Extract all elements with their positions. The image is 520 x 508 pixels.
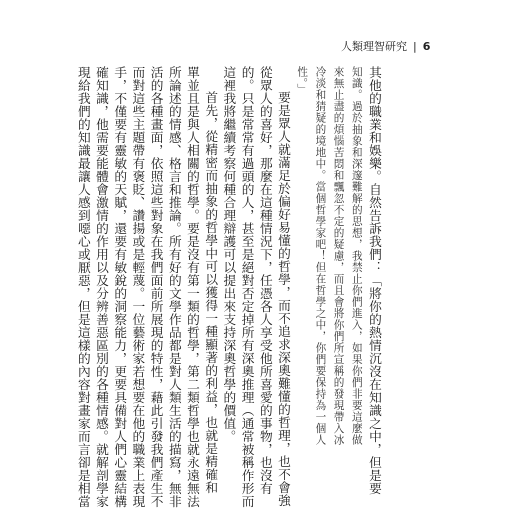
text-column: 活的各種畫面，依照這些對象在我們面前所展現的特性，藉此引發我們產生不: [148, 66, 164, 508]
text-column: 冷淡和猜疑的境地中。當個哲學家吧！但在哲學之中，你們要保持為一個人: [314, 66, 327, 446]
text-column: 來無止盡的煩惱苦悶和飄忽不定的疑慮，而且會將你們所宣稱的發現帶入冰: [332, 66, 345, 446]
text-column: 性。」: [296, 66, 309, 96]
page-number: 6: [422, 39, 431, 53]
text-column: 單並且是與人相關的哲學。要是沒有第一類的哲學，第二類哲學也就永遠無法: [185, 66, 200, 508]
text-column: 首先，從精密而抽象的哲學中可以獲得一種顯著的利益，也就是精確和: [203, 91, 219, 494]
running-title: 人類理智研究: [341, 40, 407, 53]
text-column: 確知識，他需要能體會激情的作用以及分辨善惡區別的各種情感。就解剖學家: [94, 66, 109, 508]
text-column: 這裡我將繼續考察何種合理辯護可以提出來支持深奧哲學的價值。: [221, 66, 237, 443]
text-column: 而對這些主題帶有褒貶、讚揚或是輕蔑。一位藝術家若想要在他的職業上表現: [130, 66, 146, 508]
header-separator: |: [413, 39, 417, 53]
text-column: 知識。過於抽象和深邃難解的思想，我禁止你們進入，如果你們非要這麼做: [350, 66, 363, 446]
text-column: 其他的職業和娛樂。自然告訴我們：「將你的熱情沉沒在知識之中，但是要: [367, 66, 382, 495]
text-column: 從眾人的喜好，那麼在這種情況下，任憑各人享受他所喜愛的事物，也沒有: [257, 66, 273, 495]
text-column: 的。只是常常有過頭的人，甚至是絕對否定掉所有深奧推理（通常被稱作形而: [239, 66, 255, 508]
text-column: 手，不僅要有靈敏的天賦，還要有敏銳的洞察能力，更要具備對人們心靈結構: [112, 66, 128, 508]
text-column: 現給我們的知識最讓人感到噁心或厭惡，但是這樣的內容對畫家而言卻是相當: [75, 66, 91, 508]
text-column: 要是眾人就滿足於偏好易懂的哲學，而不追求深奧難懂的哲理，也不會強: [276, 91, 291, 507]
running-header: [341, 38, 430, 54]
text-column: 所論述的情感、格言和推論。所有好的文學作品都是對人類生活的描寫，無非: [166, 66, 182, 508]
